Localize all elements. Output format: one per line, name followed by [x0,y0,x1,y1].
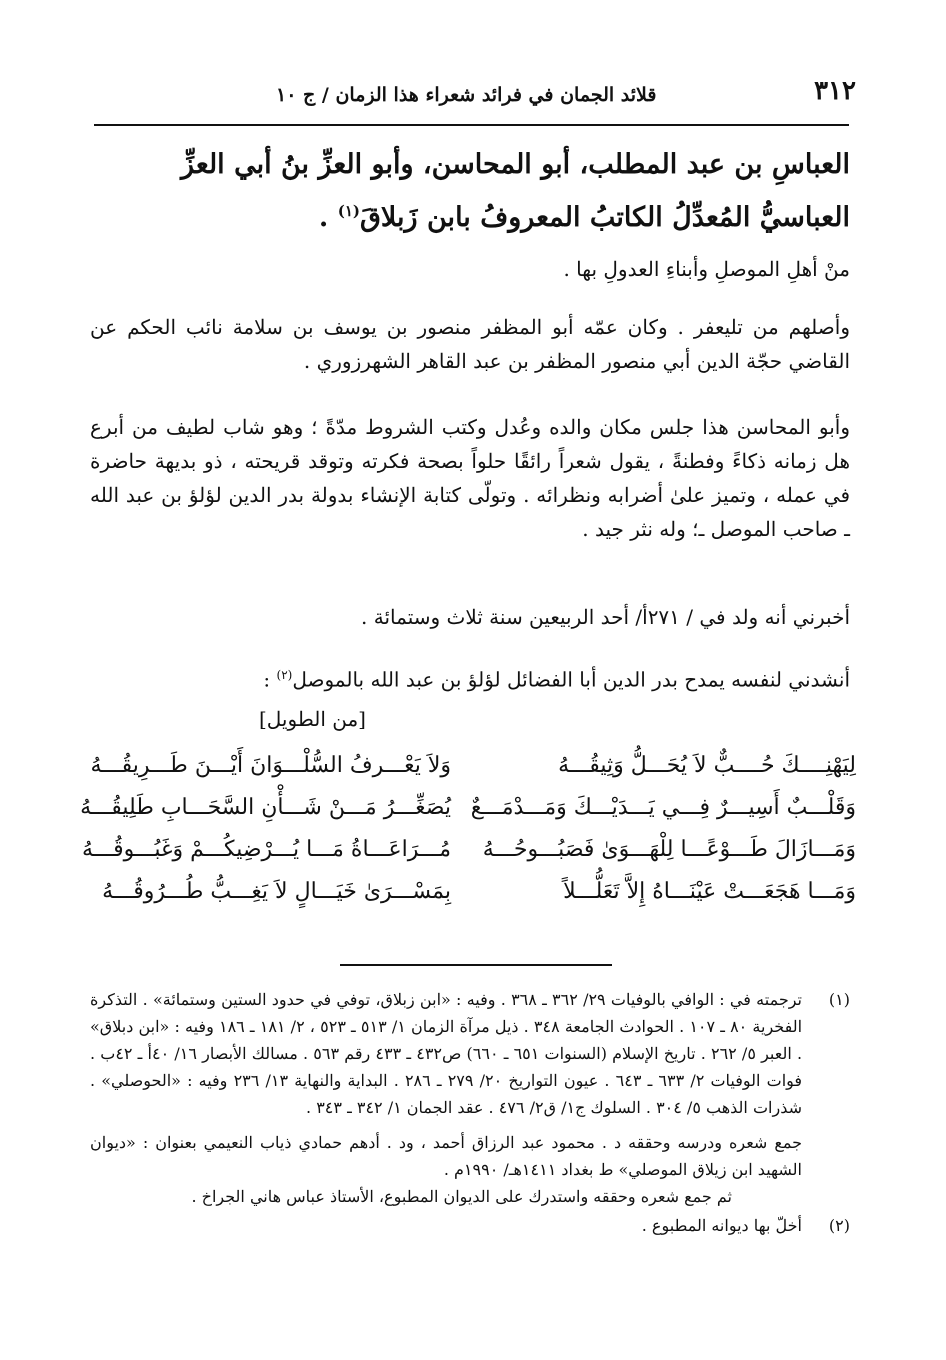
poem-intro-text: أنشدني لنفسه يمدح بدر الدين أبا الفضائل لؤلؤ بن عبد الله بالموصل [292,667,850,692]
hemistich-second: بِمَسْـــرَىٰ خَيَـــالٍ لاَ يَغِـــبُّ طُـــرُوقُـــهُ [102,879,451,904]
verse [90,746,856,788]
footnote-marker: (٢) [828,1216,850,1235]
footnote-marker: (١) [828,990,850,1009]
footnote-text: أخلّ بها ديوانه المطبوع . [641,1216,802,1235]
poem-intro-end: : [263,667,277,692]
running-title: قلائد الجمان في فرائد شعراء هذا الزمان / ج ١٠ [276,84,657,106]
footnote-extra: ثم جمع شعره وحققه واستدرك على الديوان المطبوع، الأستاذ عباس هاني الجراخ . [191,1187,732,1206]
footnote-extra: جمع شعره ودرسه وحققه د . محمود عبد الرزاق أحمد ، ود . أدهم حمادي ذياب النعيمي بعنوان : «ديوان الشهيد ابن زيلاق الموصلي» ط بغداد ١٤١١هـ/ ١٩٩٠م . [90,1133,802,1179]
poem-meter: [من الطويل] [258,707,366,731]
footnote-2 [90,1212,850,1239]
entry-title-end: . [318,202,338,233]
paragraph-family: وأصلهم من تليعفر . وكان عمّه أبو المظفر منصور بن يوسف بن سلامة نائب الحكم عن القاضي حجّة الدين أبي منصور المظفر بن عبد القاهر الشهرزوري . [90,315,850,373]
hemistich-second: يُصَغِّـــرُ مَـــنْ شَـــأْنِ السَّحَـــابِ طَلِيقُـــهُ [80,795,451,820]
page-header [96,76,856,120]
verse [80,788,856,830]
paragraph-biography: وأبو المحاسن هذا جلس مكان والده وعُدل وكتب الشروط مدّةً ؛ وهو شاب لطيف من أبرع هل زمانه ذكاءً وفطنةً ، يقول شعراً رائقًا حلواً بصحة فكرته وتوقد قريحته ، ذو بديهة حاضرة في عمله ، وتميز علىٰ أضرابه ونظرائه . وتولّى كتابة الإنشاء بدولة بدر الدين لؤلؤ بن عبد الله ـ صاحب الموصل ـ؛ وله نثر جيد . [90,415,850,541]
footnote-ref-2: (٢) [276,668,293,682]
entry-title-text: العباسِ بن عبد المطلب، أبو المحاسن، وأبو العزِّ بنُ أبي العزِّ العباسيُّ المُعدِّلُ الكاتبُ المعروفُ بابن زَبلاقَ [181,149,850,233]
hemistich-second: مُـــرَاعَـــاةُ مَـــا يُـــرْضِيكُـــمْ وَغَبُـــوقُـــهُ [81,837,451,862]
hemistich-first: وَمَـــا هَجَعَـــتْ عَيْنَـــاهُ إِلاَّ تَعَلُّـــلاً [563,879,856,904]
footnote-ref-1: (١) [337,202,360,220]
verse [81,830,856,872]
poem [80,746,856,914]
hemistich-first: لِيَهْنِــــكَ حُــــبٌّ لاَ يُحَـــلُّ وَثِيقُـــهُ [558,753,856,778]
page-number: ٣١٢ [814,76,856,106]
hemistich-first: وَقَلْـــبٌ أَسِيـــرٌ فِـــي يَـــدَيْـــكَ وَمَـــدْمَـــعٌ [470,795,856,820]
hemistich-first: وَمَـــازَالَ طَـــوْعًـــا لِلْهَـــوَىٰ فَصَبُـــوحُـــهُ [482,837,856,862]
header-rule [94,124,849,126]
footnotes-separator [340,964,612,966]
footnote-text: ترجمته في : الوافي بالوفيات ٢٩/ ٣٦٢ ـ ٣٦٨ . وفيه : «ابن زبلاق، توفي في حدود الستين وستمائة» . التذكرة الفخرية ٨٠ ـ ١٠٧ . الحوادث الجامعة ٣٤٨ . ذيل مرآة الزمان ١/ ٥١٣ ـ ٥٢٣ ، ٢/ ١٨١ ـ ١٨٦ وفيه : «ابن دبلاق» . العبر ٥/ ٢٦٢ . تاريخ الإسلام (السنوات ٦٥١ ـ ٦٦٠) ص٤٣٢ ـ ٤٣٣ رقم ٥٦٣ . مسالك الأبصار ١٦/ ٤٠أ ـ ٤٢ب . فوات الوفيات ٢/ ٦٣٣ ـ ٦٤٣ . عيون التواريخ ٢٠/ ٢٧٩ ـ ٢٨٦ . البداية والنهاية ١٣/ ٢٣٦ وفيه : «الحوصلي» . شذرات الذهب ٥/ ٣٠٤ . السلوك ج١/ ق٢/ ٤٧٦ . عقد الجمان ١/ ٣٤٢ ـ ٣٤٣ . [90,990,803,1117]
paragraph-origin: منْ أهلِ الموصلِ وأبناءِ العدولِ بها . [563,257,850,281]
footnotes [90,986,850,1239]
verse [96,872,856,914]
entry-title [140,142,850,241]
paragraph-poem-intro [90,658,850,697]
paragraph-birth: أخبرني أنه ولد في / ٢٧١أ/ أحد الربيعين سنة ثلاث وستمائة . [361,605,850,629]
hemistich-second: وَلاَ يَعْـــرفُ السُّلْـــوَانَ أَيْـــنَ طَـــرِيقُـــهُ [90,753,451,778]
footnote-1 [90,986,850,1210]
